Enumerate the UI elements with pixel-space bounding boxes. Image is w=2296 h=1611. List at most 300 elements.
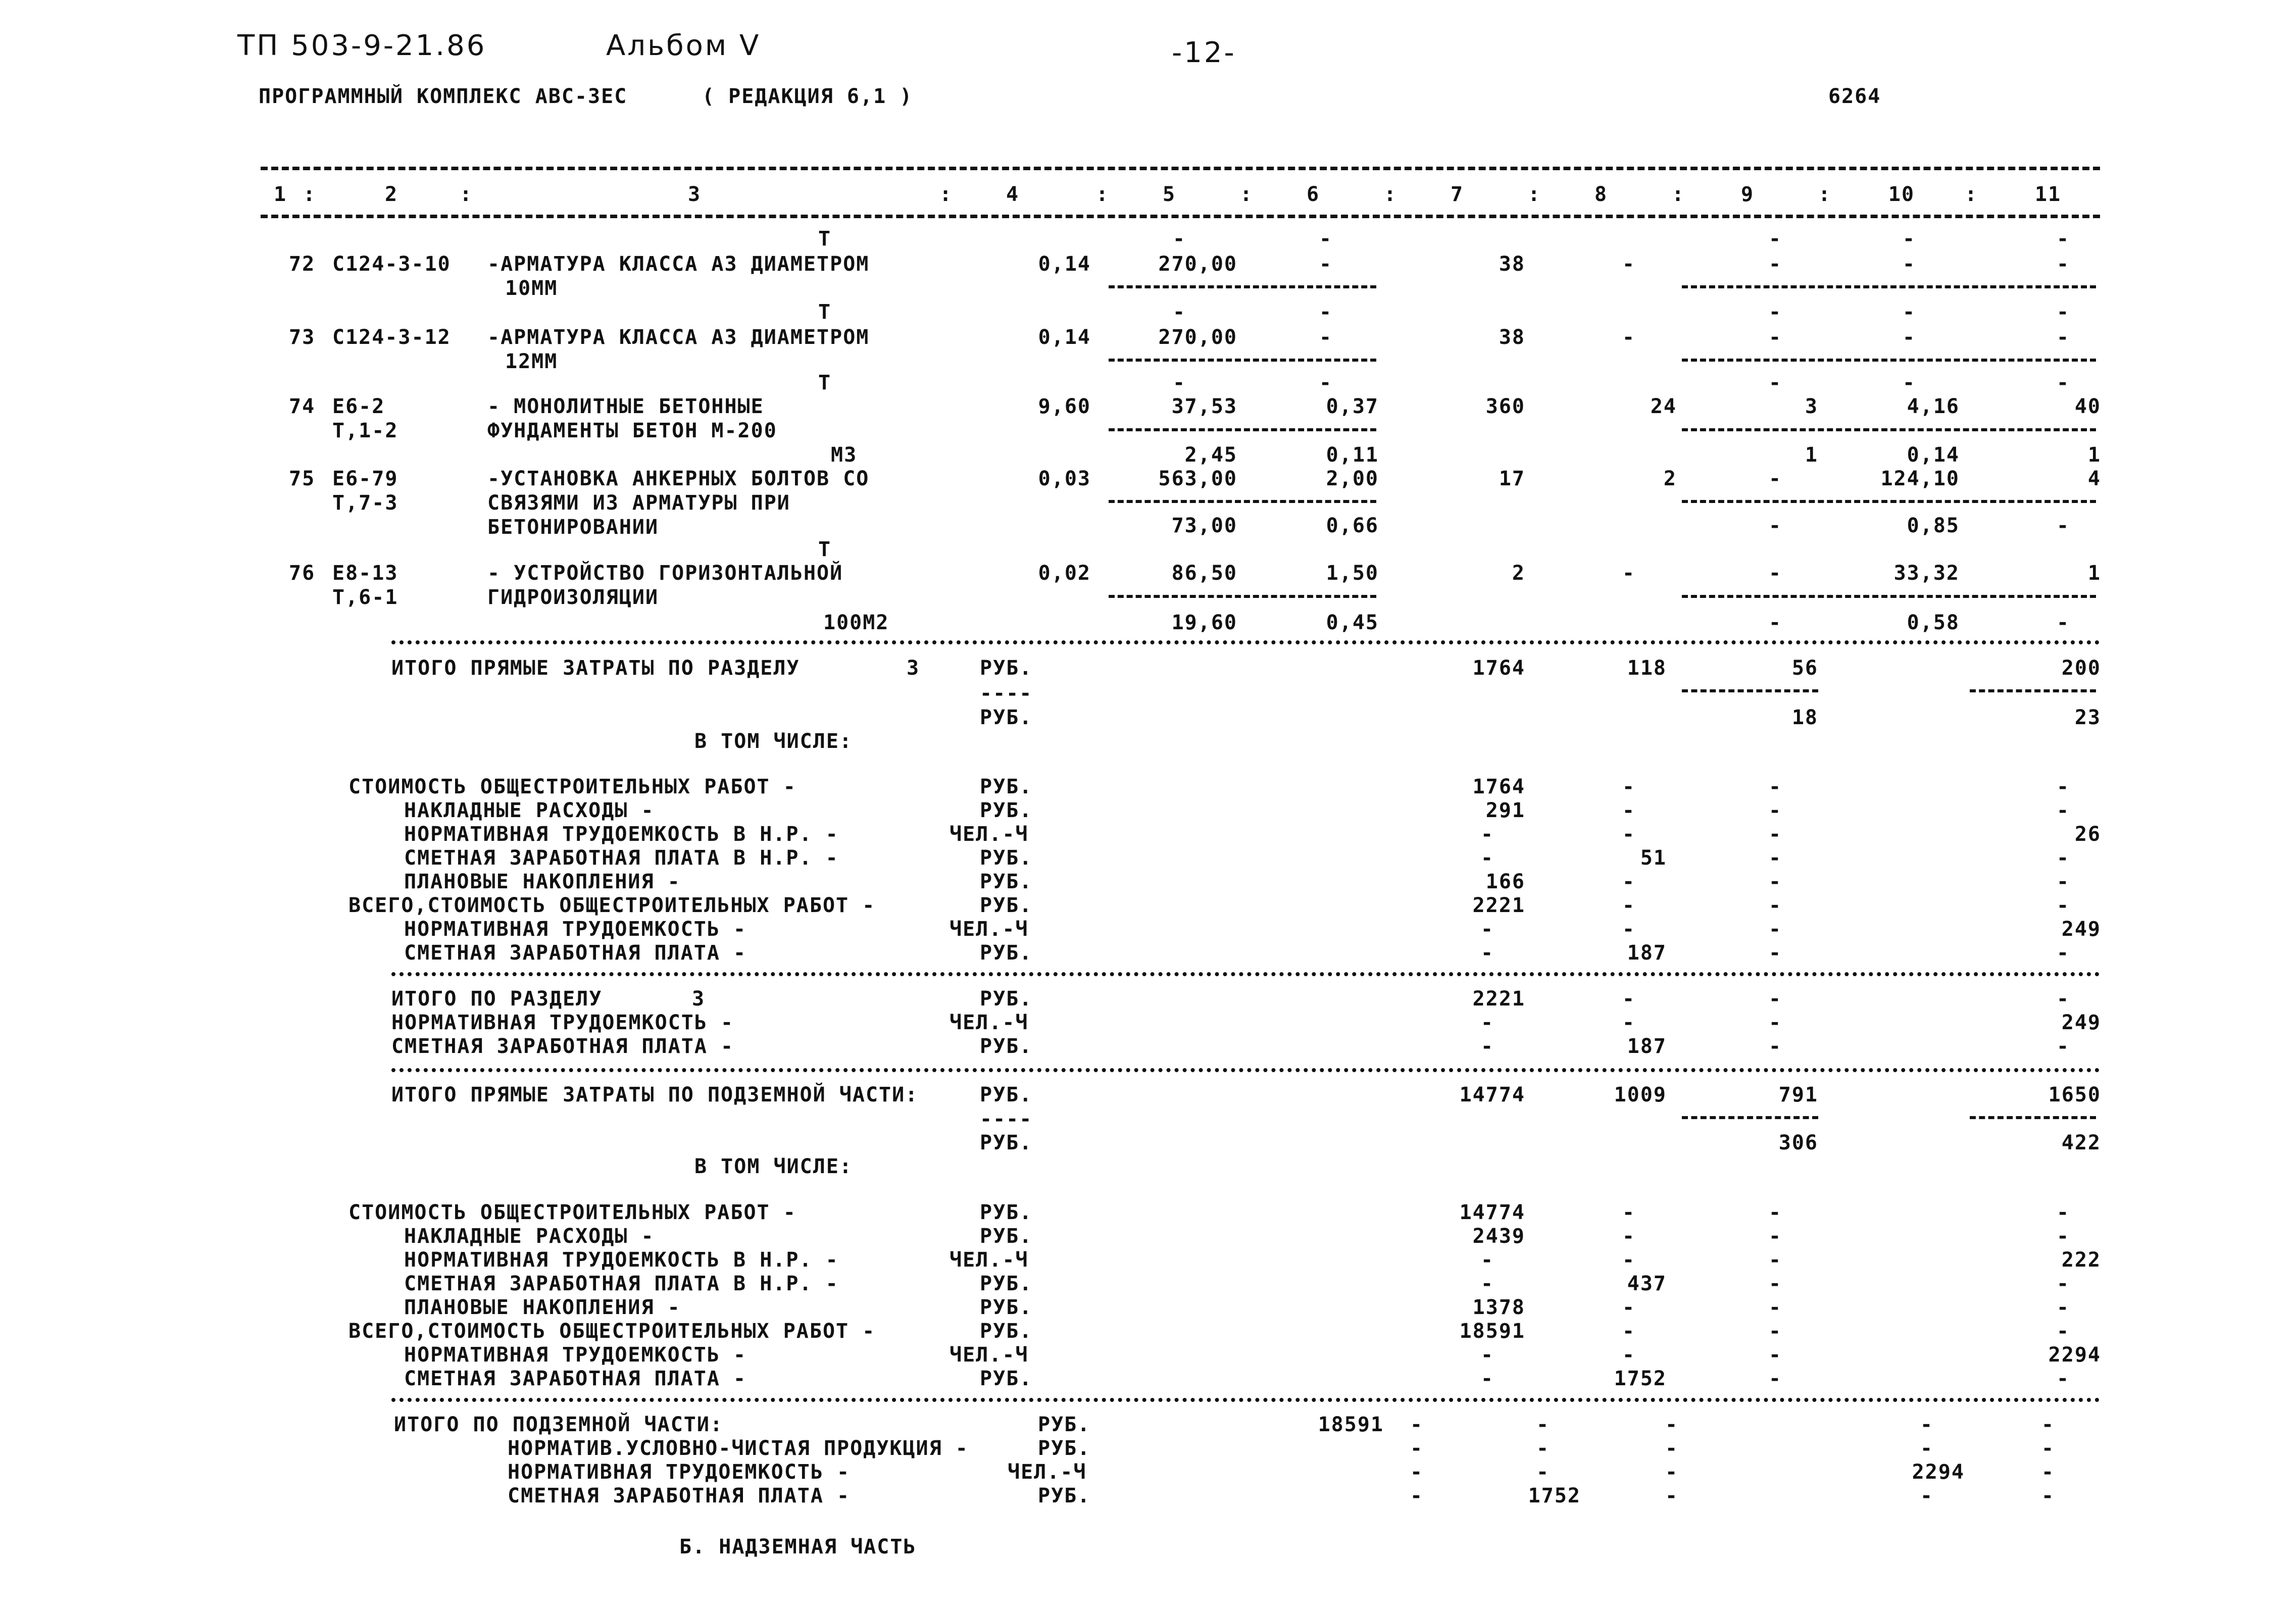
- cell: -: [1172, 227, 1186, 250]
- total-cost: 38: [1499, 253, 1525, 276]
- line-value: -: [2056, 775, 2070, 798]
- cell: -: [1319, 300, 1333, 324]
- norm-table-ref: Т,7-3: [332, 491, 398, 515]
- line-value: -: [1410, 1437, 1424, 1460]
- line-value: -: [2041, 1461, 2055, 1484]
- line-value: -: [2056, 1272, 2070, 1295]
- total-label: ИТОГО ПО ПОДЗЕМНОЙ ЧАСТИ:: [394, 1413, 724, 1436]
- currency-unit: РУБ.: [980, 657, 1033, 680]
- line-unit: ЧЕЛ.-Ч: [950, 823, 1029, 846]
- cell: -: [1768, 253, 1782, 276]
- cell: 1: [2087, 562, 2101, 585]
- line-label: НАКЛАДНЫЕ РАСХОДЫ -: [404, 799, 655, 822]
- line-value: 2221: [1472, 894, 1525, 917]
- line-unit: РУБ.: [980, 1225, 1033, 1248]
- line-value: -: [1665, 1437, 1679, 1460]
- line-value: -: [1622, 1343, 1636, 1367]
- total-value: 18: [1791, 706, 1818, 729]
- line-label: ИТОГО ПО РАЗДЕЛУ: [391, 987, 603, 1011]
- total-label: ИТОГО ПРЯМЫЕ ЗАТРАТЫ ПО РАЗДЕЛУ: [391, 657, 800, 680]
- unit-cost: 270,00: [1158, 253, 1237, 276]
- total-value: 791: [1778, 1083, 1818, 1106]
- unit-cost: 563,00: [1158, 467, 1237, 490]
- line-value: -: [1410, 1484, 1424, 1507]
- cell: -: [1902, 227, 1916, 250]
- cell-rule: [1109, 595, 1376, 598]
- total-value: 1009: [1614, 1083, 1667, 1106]
- cell: 1: [1805, 443, 1818, 467]
- line-value: 18591: [1318, 1413, 1384, 1436]
- including-heading: В ТОМ ЧИСЛЕ:: [694, 730, 853, 753]
- cell-rule: [1682, 285, 2096, 288]
- cell-rule: [1682, 1116, 1818, 1119]
- norm-code: Е6-79: [332, 467, 398, 490]
- cell: -: [2056, 227, 2070, 250]
- line-value: -: [1480, 1011, 1494, 1034]
- cell: 24: [1650, 395, 1677, 418]
- line-unit: РУБ.: [980, 870, 1033, 893]
- col-separator: :: [1384, 183, 1397, 206]
- cell-rule: [1970, 1116, 2096, 1119]
- line-value: -: [1622, 1225, 1636, 1248]
- row-number: 75: [289, 467, 316, 490]
- row-number: 73: [289, 326, 316, 349]
- line-value: -: [2056, 987, 2070, 1011]
- section-rule: [391, 972, 2100, 976]
- line-value: -: [1768, 1296, 1782, 1319]
- cell: -: [1319, 253, 1333, 276]
- line-label: СМЕТНАЯ ЗАРАБОТНАЯ ПЛАТА -: [391, 1035, 734, 1058]
- line-value: 18591: [1459, 1320, 1525, 1343]
- col-separator: :: [1672, 183, 1685, 206]
- line-unit: РУБ.: [1038, 1413, 1091, 1436]
- section-rule: [391, 640, 2100, 644]
- line-value: -: [2056, 1201, 2070, 1224]
- line-label: НОРМАТИВНАЯ ТРУДОЕМКОСТЬ -: [391, 1011, 734, 1034]
- line-value: -: [1536, 1461, 1550, 1484]
- section-number: 3: [692, 987, 706, 1011]
- cell: -: [1768, 562, 1782, 585]
- cell: -: [1622, 562, 1636, 585]
- line-value: -: [1768, 1272, 1782, 1295]
- line-value: -: [2041, 1437, 2055, 1460]
- line-value: 437: [1627, 1272, 1667, 1295]
- unit-label: 100М2: [823, 611, 889, 634]
- line-value: 187: [1627, 941, 1667, 965]
- line-label: СМЕТНАЯ ЗАРАБОТНАЯ ПЛАТА В Н.Р. -: [404, 846, 839, 870]
- line-unit: РУБ.: [980, 1035, 1033, 1058]
- program-edition: ( РЕДАКЦИЯ 6,1 ): [702, 85, 913, 108]
- line-value: 2294: [2048, 1343, 2101, 1367]
- line-value: -: [1768, 1201, 1782, 1224]
- line-value: -: [1410, 1461, 1424, 1484]
- line-value: -: [1768, 846, 1782, 870]
- cell: 0,58: [1907, 611, 1960, 634]
- cell: -: [1902, 253, 1916, 276]
- table-top-rule: [261, 167, 2100, 170]
- line-unit: РУБ.: [1038, 1484, 1091, 1507]
- line-value: -: [1622, 894, 1636, 917]
- total-value: 1650: [2048, 1083, 2101, 1106]
- page-number: -12-: [1172, 36, 1236, 69]
- cell: -: [2056, 253, 2070, 276]
- total-cost: 38: [1499, 326, 1525, 349]
- line-value: -: [1768, 870, 1782, 893]
- line-value: -: [2041, 1484, 2055, 1507]
- col-header-7: 7: [1450, 183, 1464, 206]
- cell: 0,14: [1907, 443, 1960, 467]
- line-label: СМЕТНАЯ ЗАРАБОТНАЯ ПЛАТА -: [404, 941, 747, 965]
- unit-label: Т: [818, 538, 832, 561]
- cell: -: [1622, 253, 1636, 276]
- cell: 1: [2087, 443, 2101, 467]
- cell: -: [2056, 611, 2070, 634]
- line-value: -: [1622, 987, 1636, 1011]
- line-label: НОРМАТИВНАЯ ТРУДОЕМКОСТЬ В Н.Р. -: [404, 823, 839, 846]
- work-name: - МОНОЛИТНЫЕ БЕТОННЫЕ: [487, 395, 764, 418]
- cell-rule: [1109, 285, 1376, 288]
- line-value: -: [2041, 1413, 2055, 1436]
- work-name-cont: ФУНДАМЕНТЫ БЕТОН М-200: [487, 419, 777, 442]
- norm-table-ref: Т,6-1: [332, 586, 398, 609]
- line-value: -: [1480, 918, 1494, 941]
- line-unit: РУБ.: [980, 846, 1033, 870]
- line-value: 291: [1485, 799, 1525, 822]
- cell-rule: [1109, 428, 1376, 431]
- line-value: 249: [2061, 918, 2101, 941]
- line-value: 222: [2061, 1248, 2101, 1272]
- cell: -: [1768, 611, 1782, 634]
- norm-code: Е6-2: [332, 395, 385, 418]
- total-value: 200: [2061, 657, 2101, 680]
- line-value: -: [2056, 1320, 2070, 1343]
- line-value: -: [2056, 941, 2070, 965]
- cell: 1,50: [1326, 562, 1379, 585]
- col-header-10: 10: [1888, 183, 1915, 206]
- total-value: 422: [2061, 1131, 2101, 1154]
- cell: -: [1319, 227, 1333, 250]
- line-unit: ЧЕЛ.-Ч: [950, 1343, 1029, 1367]
- work-name-cont: БЕТОНИРОВАНИИ: [487, 516, 659, 539]
- line-label: НОРМАТИВ.УСЛОВНО-ЧИСТАЯ ПРОДУКЦИЯ -: [508, 1437, 969, 1460]
- line-value: -: [1536, 1413, 1550, 1436]
- line-value: -: [1665, 1484, 1679, 1507]
- cell: -: [1622, 326, 1636, 349]
- line-label: НАКЛАДНЫЕ РАСХОДЫ -: [404, 1225, 655, 1248]
- line-value: -: [1622, 1296, 1636, 1319]
- work-name-cont: ГИДРОИЗОЛЯЦИИ: [487, 586, 659, 609]
- cell: -: [2056, 326, 2070, 349]
- line-value: -: [1622, 799, 1636, 822]
- line-value: -: [1768, 1248, 1782, 1272]
- line-value: -: [1665, 1413, 1679, 1436]
- line-value: 166: [1485, 870, 1525, 893]
- cell: 0,11: [1326, 443, 1379, 467]
- line-unit: РУБ.: [980, 775, 1033, 798]
- col-header-5: 5: [1162, 183, 1176, 206]
- line-label: НОРМАТИВНАЯ ТРУДОЕМКОСТЬ -: [404, 1343, 747, 1367]
- line-value: -: [2056, 894, 2070, 917]
- line-value: -: [1480, 1272, 1494, 1295]
- unit-cost: 86,50: [1171, 562, 1237, 585]
- cell-dash: ----: [980, 1107, 1033, 1131]
- line-unit: РУБ.: [980, 799, 1033, 822]
- cell: -: [1902, 326, 1916, 349]
- quantity: 0,02: [1038, 562, 1091, 585]
- line-value: -: [2056, 870, 2070, 893]
- line-value: 2221: [1472, 987, 1525, 1011]
- line-value: -: [2056, 1225, 2070, 1248]
- currency-unit: РУБ.: [980, 1131, 1033, 1154]
- cell: -: [1768, 300, 1782, 324]
- line-value: -: [1768, 1343, 1782, 1367]
- line-value: -: [2056, 799, 2070, 822]
- line-value: -: [1768, 1035, 1782, 1058]
- cell: 33,32: [1893, 562, 1960, 585]
- work-name-cont: СВЯЗЯМИ ИЗ АРМАТУРЫ ПРИ: [487, 491, 790, 515]
- cell: -: [1768, 326, 1782, 349]
- unit-label: Т: [818, 227, 832, 250]
- row-number: 72: [289, 253, 316, 276]
- work-name: -АРМАТУРА КЛАССА А3 ДИАМЕТРОМ: [487, 326, 870, 349]
- line-label: ПЛАНОВЫЕ НАКОПЛЕНИЯ -: [404, 1296, 681, 1319]
- norm-code: С124-3-10: [332, 253, 451, 276]
- line-value: 2294: [1912, 1461, 1965, 1484]
- line-value: -: [1622, 1248, 1636, 1272]
- line-value: 1752: [1528, 1484, 1581, 1507]
- cell: 4,16: [1907, 395, 1960, 418]
- line-label: ВСЕГО,СТОИМОСТЬ ОБЩЕСТРОИТЕЛЬНЫХ РАБОТ -: [348, 1320, 876, 1343]
- col-header-1: 1: [273, 183, 287, 206]
- line-value: -: [1768, 894, 1782, 917]
- line-value: 14774: [1459, 1201, 1525, 1224]
- col-separator: :: [1528, 183, 1541, 206]
- line-value: -: [1768, 1320, 1782, 1343]
- cell: -: [1768, 514, 1782, 537]
- cell: 2: [1663, 467, 1677, 490]
- album-code: ТП 503-9-21.86: [237, 29, 487, 62]
- cell: -: [1768, 371, 1782, 394]
- cell: 0,66: [1326, 514, 1379, 537]
- line-value: 1764: [1472, 775, 1525, 798]
- line-value: -: [1480, 846, 1494, 870]
- line-unit: ЧЕЛ.-Ч: [950, 1248, 1029, 1272]
- cell: -: [1768, 467, 1782, 490]
- line-value: -: [1622, 1201, 1636, 1224]
- col-separator: :: [1965, 183, 1978, 206]
- line-value: -: [1665, 1461, 1679, 1484]
- cell: 4: [2087, 467, 2101, 490]
- currency-unit: РУБ.: [980, 706, 1033, 729]
- line-label: СТОИМОСТЬ ОБЩЕСТРОИТЕЛЬНЫХ РАБОТ -: [348, 1201, 796, 1224]
- col-header-4: 4: [1006, 183, 1020, 206]
- col-separator: :: [1096, 183, 1110, 206]
- line-value: 2439: [1472, 1225, 1525, 1248]
- line-value: -: [1622, 1320, 1636, 1343]
- section-rule: [391, 1398, 2100, 1402]
- line-unit: РУБ.: [980, 941, 1033, 965]
- col-header-2: 2: [384, 183, 398, 206]
- cell: -: [1319, 326, 1333, 349]
- cell: -: [1172, 300, 1186, 324]
- cell-rule: [1109, 359, 1376, 362]
- line-value: -: [1768, 1225, 1782, 1248]
- line-value: -: [1920, 1413, 1934, 1436]
- line-label: СМЕТНАЯ ЗАРАБОТНАЯ ПЛАТА -: [404, 1367, 747, 1390]
- col-header-11: 11: [2034, 183, 2062, 206]
- cell-rule: [1682, 500, 2096, 503]
- total-value: 14774: [1459, 1083, 1525, 1106]
- line-value: 51: [1640, 846, 1667, 870]
- line-label: ВСЕГО,СТОИМОСТЬ ОБЩЕСТРОИТЕЛЬНЫХ РАБОТ -: [348, 894, 876, 917]
- cell: 3: [1805, 395, 1818, 418]
- section-rule: [391, 1068, 2100, 1072]
- unit-cost: 37,53: [1171, 395, 1237, 418]
- line-value: -: [1622, 823, 1636, 846]
- total-value: 118: [1627, 657, 1667, 680]
- line-value: -: [1622, 1011, 1636, 1034]
- row-number: 76: [289, 562, 316, 585]
- cell: 0,37: [1326, 395, 1379, 418]
- line-unit: РУБ.: [980, 1296, 1033, 1319]
- line-label: СМЕТНАЯ ЗАРАБОТНАЯ ПЛАТА -: [508, 1484, 851, 1507]
- cell: 19,60: [1171, 611, 1237, 634]
- line-value: 187: [1627, 1035, 1667, 1058]
- line-unit: РУБ.: [980, 987, 1033, 1011]
- line-label: ПЛАНОВЫЕ НАКОПЛЕНИЯ -: [404, 870, 681, 893]
- cell-rule: [1682, 689, 1818, 692]
- cell: -: [1768, 227, 1782, 250]
- cell: -: [2056, 300, 2070, 324]
- total-label: ИТОГО ПРЯМЫЕ ЗАТРАТЫ ПО ПОДЗЕМНОЙ ЧАСТИ:: [391, 1083, 919, 1106]
- line-value: -: [1768, 823, 1782, 846]
- unit-cost: 270,00: [1158, 326, 1237, 349]
- line-value: -: [2056, 1035, 2070, 1058]
- section-number: 3: [907, 657, 920, 680]
- line-unit: ЧЕЛ.-Ч: [1008, 1461, 1087, 1484]
- line-label: СМЕТНАЯ ЗАРАБОТНАЯ ПЛАТА В Н.Р. -: [404, 1272, 839, 1295]
- cell: -: [2056, 371, 2070, 394]
- line-value: -: [1480, 1343, 1494, 1367]
- line-value: -: [1480, 941, 1494, 965]
- line-value: -: [2056, 846, 2070, 870]
- col-header-6: 6: [1306, 183, 1320, 206]
- unit-label: Т: [818, 371, 832, 394]
- row-number: 74: [289, 395, 316, 418]
- col-separator: :: [460, 183, 473, 206]
- col-separator: :: [1240, 183, 1254, 206]
- cell-rule: [1682, 595, 2096, 598]
- work-name-cont: 10ММ: [505, 277, 558, 300]
- line-label: СТОИМОСТЬ ОБЩЕСТРОИТЕЛЬНЫХ РАБОТ -: [348, 775, 796, 798]
- norm-code: Е8-13: [332, 562, 398, 585]
- cell-rule: [1682, 428, 2096, 431]
- cell: 0,85: [1907, 514, 1960, 537]
- line-value: -: [1410, 1413, 1424, 1436]
- line-value: -: [1480, 1035, 1494, 1058]
- cell-rule: [1970, 689, 2096, 692]
- document-number: 6264: [1828, 85, 1881, 108]
- cell: -: [1319, 371, 1333, 394]
- line-value: -: [1536, 1437, 1550, 1460]
- quantity: 0,14: [1038, 326, 1091, 349]
- line-label: НОРМАТИВНАЯ ТРУДОЕМКОСТЬ В Н.Р. -: [404, 1248, 839, 1272]
- cell: -: [1902, 371, 1916, 394]
- line-value: -: [1768, 775, 1782, 798]
- album-label: Альбом V: [606, 29, 761, 62]
- cell: -: [1172, 371, 1186, 394]
- col-separator: :: [939, 183, 953, 206]
- total-cost: 360: [1485, 395, 1525, 418]
- work-name: -УСТАНОВКА АНКЕРНЫХ БОЛТОВ СО: [487, 467, 870, 490]
- line-unit: РУБ.: [980, 1272, 1033, 1295]
- cell: 73,00: [1171, 514, 1237, 537]
- table-header-rule: [261, 215, 2100, 218]
- work-name: - УСТРОЙСТВО ГОРИЗОНТАЛЬНОЙ: [487, 562, 843, 585]
- including-heading: В ТОМ ЧИСЛЕ:: [694, 1155, 853, 1178]
- cell-rule: [1682, 359, 2096, 362]
- line-value: -: [2056, 1296, 2070, 1319]
- cell: 40: [2074, 395, 2101, 418]
- line-value: -: [1768, 941, 1782, 965]
- line-value: -: [1622, 775, 1636, 798]
- line-value: -: [1768, 987, 1782, 1011]
- line-value: -: [1622, 870, 1636, 893]
- line-value: 1752: [1614, 1367, 1667, 1390]
- col-header-9: 9: [1740, 183, 1755, 206]
- line-value: -: [1480, 1367, 1494, 1390]
- line-value: 249: [2061, 1011, 2101, 1034]
- line-unit: РУБ.: [980, 1367, 1033, 1390]
- line-value: 26: [2074, 823, 2101, 846]
- quantity: 0,14: [1038, 253, 1091, 276]
- line-unit: ЧЕЛ.-Ч: [950, 918, 1029, 941]
- line-value: -: [2056, 1367, 2070, 1390]
- line-value: -: [1768, 1011, 1782, 1034]
- line-value: -: [1480, 1248, 1494, 1272]
- next-section-heading: Б. НАДЗЕМНАЯ ЧАСТЬ: [679, 1535, 917, 1558]
- currency-unit: РУБ.: [980, 1083, 1033, 1106]
- line-unit: РУБ.: [980, 1320, 1033, 1343]
- cell-rule: [1109, 500, 1376, 503]
- line-value: 1378: [1472, 1296, 1525, 1319]
- cell-dash: ----: [980, 682, 1033, 705]
- norm-table-ref: Т,1-2: [332, 419, 398, 442]
- quantity: 0,03: [1038, 467, 1091, 490]
- col-header-8: 8: [1594, 183, 1608, 206]
- line-unit: РУБ.: [980, 1201, 1033, 1224]
- work-name-cont: 12ММ: [505, 350, 558, 373]
- cell: -: [2056, 514, 2070, 537]
- col-header-3: 3: [687, 183, 702, 206]
- total-value: 306: [1778, 1131, 1818, 1154]
- total-value: 1764: [1472, 657, 1525, 680]
- total-cost: 17: [1499, 467, 1525, 490]
- line-label: НОРМАТИВНАЯ ТРУДОЕМКОСТЬ -: [508, 1461, 851, 1484]
- line-value: -: [1768, 918, 1782, 941]
- line-unit: РУБ.: [1038, 1437, 1091, 1460]
- unit-label: Т: [818, 300, 832, 324]
- col-separator: :: [303, 183, 317, 206]
- total-cost: 2: [1512, 562, 1525, 585]
- quantity: 9,60: [1038, 395, 1091, 418]
- line-unit: РУБ.: [980, 894, 1033, 917]
- total-value: 56: [1791, 657, 1818, 680]
- work-name: -АРМАТУРА КЛАССА А3 ДИАМЕТРОМ: [487, 253, 870, 276]
- line-value: -: [1480, 823, 1494, 846]
- line-unit: ЧЕЛ.-Ч: [950, 1011, 1029, 1034]
- line-value: -: [1622, 918, 1636, 941]
